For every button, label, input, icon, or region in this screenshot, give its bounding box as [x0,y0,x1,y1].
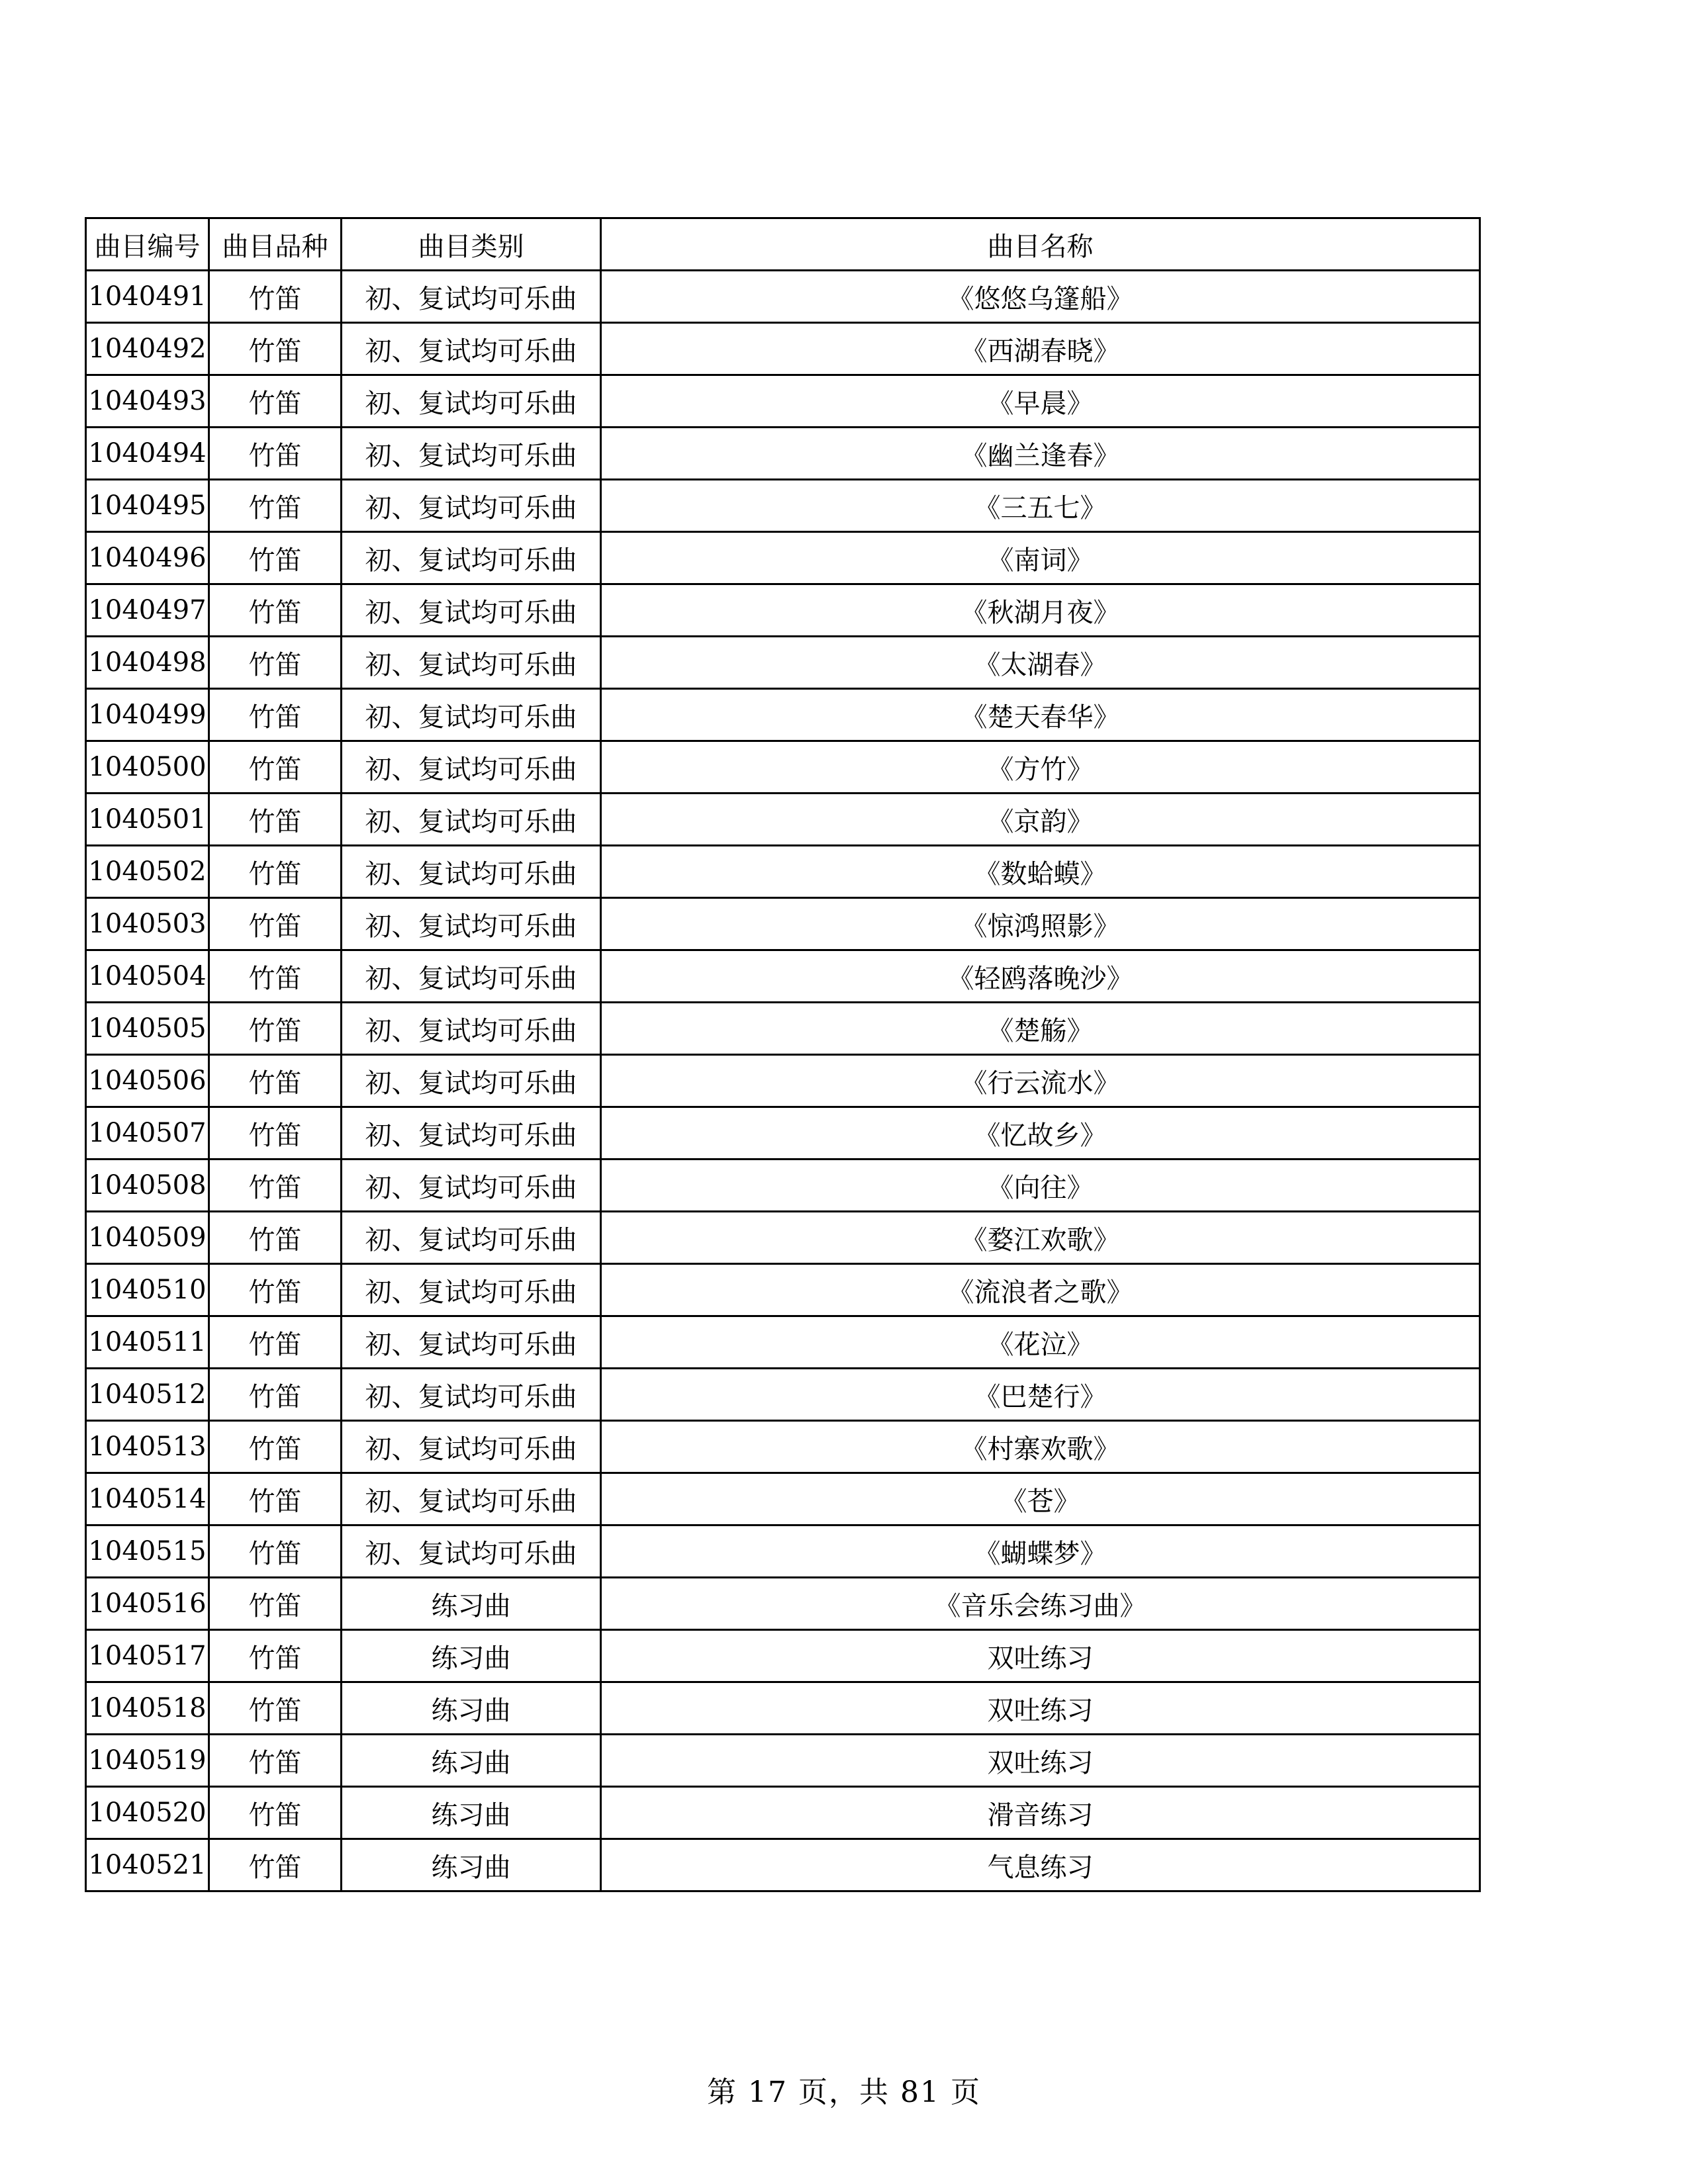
table-row [86,1630,1480,1682]
cell-category: 练习曲 [342,1682,601,1735]
cell-piece-title: 《行云流水》 [601,1055,1480,1107]
cell-piece-title: 《花泣》 [601,1316,1480,1369]
table-row [86,689,1480,741]
cell-instrument: 竹笛 [209,637,342,689]
cell-instrument: 竹笛 [209,1003,342,1055]
table-row [86,1212,1480,1264]
cell-category: 练习曲 [342,1630,601,1682]
cell-category: 初、复试均可乐曲 [342,1369,601,1421]
table-row [86,1839,1480,1891]
repertoire-table [85,217,1481,1892]
table-row [86,375,1480,428]
cell-instrument: 竹笛 [209,1787,342,1839]
table-row [86,741,1480,794]
cell-instrument: 竹笛 [209,950,342,1003]
cell-category: 初、复试均可乐曲 [342,1421,601,1473]
cell-instrument: 竹笛 [209,898,342,950]
header-instrument: 曲目品种 [209,218,342,271]
table-row [86,846,1480,898]
table-body [86,271,1480,1891]
table-row [86,1735,1480,1787]
cell-instrument: 竹笛 [209,271,342,323]
cell-piece-number: 1040502 [86,846,209,898]
cell-piece-title: 《太湖春》 [601,637,1480,689]
cell-instrument: 竹笛 [209,480,342,532]
cell-piece-title: 《惊鸿照影》 [601,898,1480,950]
cell-instrument: 竹笛 [209,1839,342,1891]
cell-category: 初、复试均可乐曲 [342,532,601,584]
cell-category: 初、复试均可乐曲 [342,794,601,846]
cell-piece-number: 1040492 [86,323,209,375]
cell-instrument: 竹笛 [209,1682,342,1735]
table-row [86,323,1480,375]
cell-category: 初、复试均可乐曲 [342,637,601,689]
cell-category: 初、复试均可乐曲 [342,1525,601,1578]
cell-category: 初、复试均可乐曲 [342,375,601,428]
cell-piece-title: 《悠悠乌篷船》 [601,271,1480,323]
cell-piece-title: 《三五七》 [601,480,1480,532]
cell-piece-number: 1040494 [86,428,209,480]
cell-category: 初、复试均可乐曲 [342,584,601,637]
cell-piece-title: 《巴楚行》 [601,1369,1480,1421]
table-row [86,637,1480,689]
cell-category: 练习曲 [342,1787,601,1839]
cell-piece-number: 1040495 [86,480,209,532]
table-row [86,1055,1480,1107]
table-row [86,1264,1480,1316]
cell-category: 初、复试均可乐曲 [342,1264,601,1316]
cell-category: 初、复试均可乐曲 [342,846,601,898]
cell-piece-number: 1040514 [86,1473,209,1525]
cell-category: 初、复试均可乐曲 [342,1160,601,1212]
cell-category: 初、复试均可乐曲 [342,1107,601,1160]
table-header-row [86,218,1480,271]
cell-piece-number: 1040493 [86,375,209,428]
cell-category: 初、复试均可乐曲 [342,323,601,375]
table-row [86,584,1480,637]
cell-instrument: 竹笛 [209,1369,342,1421]
header-piece-number: 曲目编号 [86,218,209,271]
cell-piece-title: 双吐练习 [601,1682,1480,1735]
cell-instrument: 竹笛 [209,1735,342,1787]
cell-category: 初、复试均可乐曲 [342,741,601,794]
cell-piece-number: 1040518 [86,1682,209,1735]
cell-piece-number: 1040505 [86,1003,209,1055]
cell-piece-number: 1040500 [86,741,209,794]
cell-instrument: 竹笛 [209,375,342,428]
cell-piece-title: 《京韵》 [601,794,1480,846]
cell-piece-title: 《向往》 [601,1160,1480,1212]
cell-category: 练习曲 [342,1735,601,1787]
cell-piece-number: 1040520 [86,1787,209,1839]
cell-piece-number: 1040498 [86,637,209,689]
cell-category: 初、复试均可乐曲 [342,1473,601,1525]
cell-instrument: 竹笛 [209,532,342,584]
cell-piece-title: 《西湖春晓》 [601,323,1480,375]
cell-category: 初、复试均可乐曲 [342,1316,601,1369]
table-row [86,1160,1480,1212]
table-row [86,271,1480,323]
cell-piece-number: 1040507 [86,1107,209,1160]
cell-instrument: 竹笛 [209,1160,342,1212]
table-row [86,1473,1480,1525]
cell-piece-number: 1040513 [86,1421,209,1473]
cell-piece-title: 《早晨》 [601,375,1480,428]
cell-category: 初、复试均可乐曲 [342,1212,601,1264]
cell-piece-number: 1040510 [86,1264,209,1316]
cell-piece-title: 《忆故乡》 [601,1107,1480,1160]
cell-piece-title: 《幽兰逢春》 [601,428,1480,480]
cell-category: 初、复试均可乐曲 [342,689,601,741]
cell-instrument: 竹笛 [209,741,342,794]
cell-category: 练习曲 [342,1578,601,1630]
cell-instrument: 竹笛 [209,1630,342,1682]
cell-piece-number: 1040509 [86,1212,209,1264]
cell-piece-title: 《轻鸥落晚沙》 [601,950,1480,1003]
cell-piece-number: 1040511 [86,1316,209,1369]
cell-category: 练习曲 [342,1839,601,1891]
table-row [86,1787,1480,1839]
cell-piece-title: 《婺江欢歌》 [601,1212,1480,1264]
cell-instrument: 竹笛 [209,1212,342,1264]
cell-instrument: 竹笛 [209,1578,342,1630]
cell-category: 初、复试均可乐曲 [342,1003,601,1055]
table-row [86,532,1480,584]
table-row [86,1682,1480,1735]
header-category: 曲目类别 [342,218,601,271]
cell-instrument: 竹笛 [209,1316,342,1369]
cell-category: 初、复试均可乐曲 [342,428,601,480]
cell-piece-number: 1040519 [86,1735,209,1787]
cell-instrument: 竹笛 [209,1055,342,1107]
cell-piece-title: 滑音练习 [601,1787,1480,1839]
cell-piece-number: 1040504 [86,950,209,1003]
cell-category: 初、复试均可乐曲 [342,271,601,323]
table-row [86,1107,1480,1160]
cell-category: 初、复试均可乐曲 [342,898,601,950]
cell-piece-number: 1040491 [86,271,209,323]
header-piece-title: 曲目名称 [601,218,1480,271]
cell-instrument: 竹笛 [209,689,342,741]
cell-instrument: 竹笛 [209,584,342,637]
table-row [86,1525,1480,1578]
cell-piece-title: 《村寨欢歌》 [601,1421,1480,1473]
cell-piece-title: 《南词》 [601,532,1480,584]
cell-instrument: 竹笛 [209,794,342,846]
cell-piece-title: 《蝴蝶梦》 [601,1525,1480,1578]
cell-piece-number: 1040501 [86,794,209,846]
cell-piece-title: 《流浪者之歌》 [601,1264,1480,1316]
cell-piece-title: 《楚天春华》 [601,689,1480,741]
cell-piece-title: 《秋湖月夜》 [601,584,1480,637]
table-row [86,1003,1480,1055]
cell-category: 初、复试均可乐曲 [342,1055,601,1107]
cell-piece-number: 1040512 [86,1369,209,1421]
cell-instrument: 竹笛 [209,846,342,898]
cell-piece-number: 1040515 [86,1525,209,1578]
cell-piece-number: 1040517 [86,1630,209,1682]
cell-piece-title: 《楚觞》 [601,1003,1480,1055]
cell-instrument: 竹笛 [209,1525,342,1578]
cell-piece-title: 双吐练习 [601,1630,1480,1682]
cell-piece-number: 1040499 [86,689,209,741]
cell-instrument: 竹笛 [209,428,342,480]
cell-piece-title: 《数蛤蟆》 [601,846,1480,898]
cell-piece-number: 1040516 [86,1578,209,1630]
table-row [86,428,1480,480]
table-row [86,1316,1480,1369]
table-row [86,480,1480,532]
cell-piece-number: 1040508 [86,1160,209,1212]
cell-instrument: 竹笛 [209,1421,342,1473]
cell-piece-number: 1040496 [86,532,209,584]
cell-piece-number: 1040497 [86,584,209,637]
table-row [86,1421,1480,1473]
table-row [86,1578,1480,1630]
cell-instrument: 竹笛 [209,1107,342,1160]
cell-piece-number: 1040506 [86,1055,209,1107]
page-footer: 第 17 页，共 81 页 [707,2075,981,2109]
cell-piece-title: 双吐练习 [601,1735,1480,1787]
cell-category: 初、复试均可乐曲 [342,480,601,532]
cell-instrument: 竹笛 [209,1473,342,1525]
cell-piece-title: 气息练习 [601,1839,1480,1891]
cell-instrument: 竹笛 [209,323,342,375]
cell-piece-title: 《方竹》 [601,741,1480,794]
cell-piece-title: 《苍》 [601,1473,1480,1525]
cell-instrument: 竹笛 [209,1264,342,1316]
cell-piece-number: 1040521 [86,1839,209,1891]
cell-piece-number: 1040503 [86,898,209,950]
table-row [86,898,1480,950]
table-row [86,950,1480,1003]
table-row [86,1369,1480,1421]
cell-piece-title: 《音乐会练习曲》 [601,1578,1480,1630]
cell-category: 初、复试均可乐曲 [342,950,601,1003]
table-row [86,794,1480,846]
